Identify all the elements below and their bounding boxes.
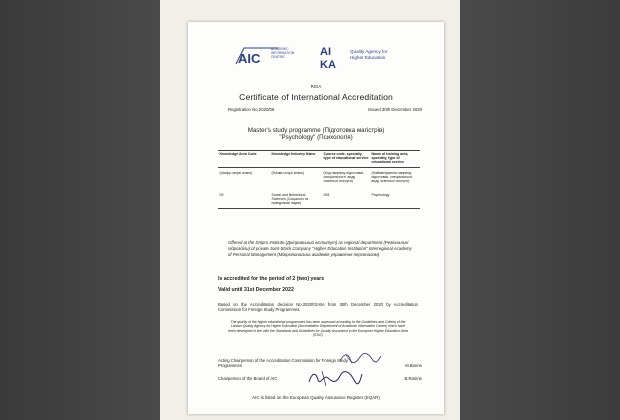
programme-line-2: "Psychology" (Психологія): [279, 134, 353, 141]
valid-until: Valid until 31st December 2022: [218, 287, 294, 293]
table-cell: 053: [323, 193, 330, 197]
table-header: Knowledge Industry Name: [270, 151, 322, 168]
background-right: [460, 0, 620, 420]
aic-subtitle: ACADEMIC INFORMATION CENTRE: [271, 47, 295, 59]
aika-subtitle: Quality Agency for Higher Education: [350, 49, 388, 60]
table-cell: (Назва галузі знань): [271, 171, 305, 175]
table-bottom-rule: [218, 208, 420, 209]
table-cell: (Шифр галузі знань): [219, 171, 253, 175]
table-cell: (Код напряму підготовки, спеціальності, виду освітньої послуги): [323, 171, 364, 184]
table-header: Name of training area, specialty, type of educational service: [370, 151, 420, 168]
offered-at-paragraph: Offered at the Dnipro Institute (Дніпровський інститут) as regional department (Регіональні підрозділи) of private Joint-Stock Company "Higher Education Institution" Interregional Academy of Personal Management (Міжрегіональна академія управління персоналом): [228, 240, 412, 257]
table-header-row: [218, 150, 420, 168]
table-cell: Social and Behavioral Sciences (Соціальні та поведінкові науки): [271, 193, 309, 206]
commission-chair-name: M.Bunne: [405, 363, 422, 368]
quality-note: The quality of the higher educational programmes has been assessed according to the Guidelines and Criteria of the Latvian Quality Agency for Higher Education (Accreditation Department of Academic Information Centre) which have been developed in line with the Standards and Guidelines for Quality Assurance in the European Higher Education Area (ESG): [228, 320, 408, 337]
table-header: Knowledge Area Code: [218, 151, 270, 168]
table-cell: Psychology: [371, 193, 390, 197]
programme-table: [218, 150, 420, 209]
programme-name: [188, 127, 444, 141]
city: RIGA: [310, 84, 322, 89]
accreditation-period: Is accredited for the period of 2 (two) years: [218, 276, 325, 282]
background-left: [0, 0, 160, 420]
aika-logo-bottom: KA: [320, 59, 336, 70]
table-header: Course code, specialty, type of educational service: [322, 151, 370, 168]
programme-line-1: Master's study programme (Підготовка магістрів): [247, 127, 385, 134]
board-chair-label: Chairperson of the Board of AIC: [218, 376, 278, 381]
decision-paragraph: Based on the Accreditation decision No.2020/02-BA from 30th December 2020 by Accreditation Commission for Foreign Study Programmes: [218, 302, 418, 313]
certificate-title: Certificate of International Accreditation: [239, 92, 393, 102]
aika-logo-top: AI: [320, 46, 331, 58]
registration-number: Registration No 2020/08: [228, 107, 275, 112]
board-chair-name: B.Ramne: [404, 376, 422, 381]
aika-logo-icon: [318, 44, 342, 70]
table-cell: (Найменування напряму підготовки, спеціальності, виду освітньої послуги): [371, 171, 414, 184]
signature-commission-icon: [338, 351, 382, 365]
table-cell: 05: [219, 193, 224, 197]
aic-logo-text: AIC: [238, 51, 261, 66]
table-row: [218, 190, 420, 208]
logo-header: [222, 42, 422, 72]
commission-chair-label: Acting Chairperson of the Accreditation Commission for Foreign Study Programmes: [218, 358, 348, 368]
issue-date: Issued 30th December 2020: [368, 107, 422, 112]
certificate-document: [188, 22, 444, 414]
signature-board-icon: [306, 368, 364, 388]
eqar-footer: AIC is listed on the European Quality Assurance Register (EQAR): [252, 395, 380, 400]
table-row: [218, 168, 420, 190]
